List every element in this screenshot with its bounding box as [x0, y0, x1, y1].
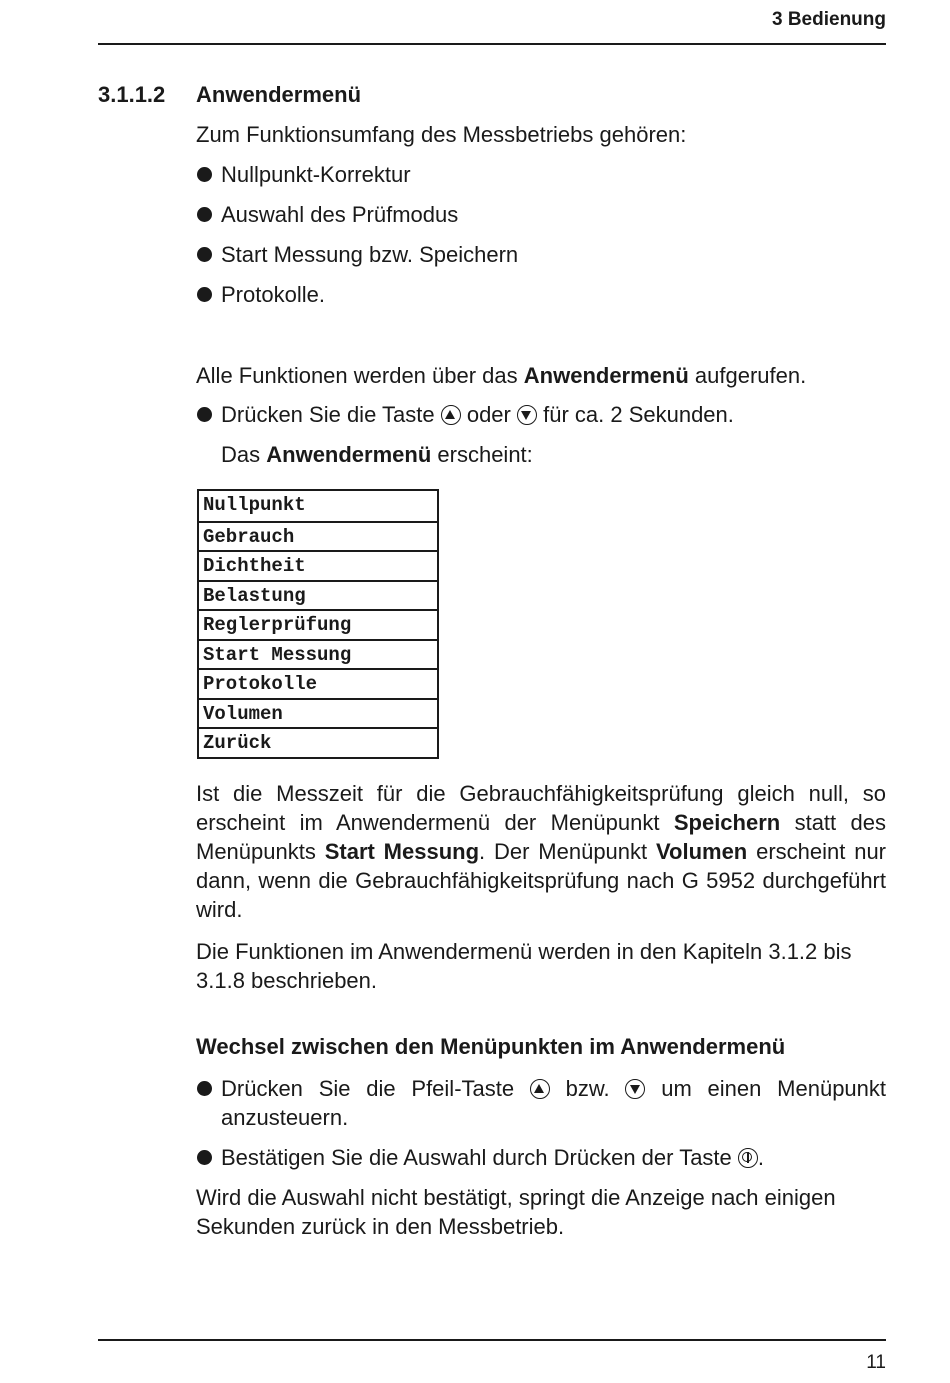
- arrow-up-key-icon: [441, 405, 461, 425]
- running-header: 3 Bedienung: [771, 9, 886, 30]
- menu-item-belastung: Belastung: [199, 580, 437, 610]
- footer-rule: [98, 1339, 886, 1341]
- arrow-down-key-icon: [625, 1079, 645, 1099]
- note-paragraph: Ist die Messzeit für die Gebrauchfähigkeitsprüfung gleich null, so erscheint im Anwendermenü der Menüpunkt Speichern statt des Menüpunkts Start Messung. Der Menüpunkt Volumen erscheint nur dann, wenn die Gebrauchfähigkeitsprüfung nach G 5952 durchgeführt wird.: [196, 781, 887, 922]
- navigation-heading: Wechsel zwischen den Menüpunkten im Anwendermenü: [196, 1034, 786, 1059]
- menu-item-zurueck: Zurück: [199, 727, 437, 757]
- menu-item-reglerpruefung: Reglerprüfung: [199, 609, 437, 639]
- section-number: 3.1.1.2: [98, 82, 166, 107]
- press-step: Drücken Sie die Taste oder für ca. 2 Sekunden.: [196, 400, 886, 429]
- access-text: Alle Funktionen werden über das Anwendermenü aufgerufen.: [196, 363, 807, 388]
- feature-item: Protokolle.: [196, 280, 886, 309]
- intro-text: Zum Funktionsumfang des Messbetriebs gehören:: [196, 122, 687, 147]
- menu-item-start-messung: Start Messung: [199, 639, 437, 669]
- menu-item-protokolle: Protokolle: [199, 668, 437, 698]
- confirm-step: Bestätigen Sie die Auswahl durch Drücken der Taste .: [196, 1143, 886, 1172]
- menu-item-nullpunkt: Nullpunkt: [203, 494, 306, 516]
- navigate-step: Drücken Sie die Pfeil-Taste bzw. um einen Menüpunkt anzusteuern.: [196, 1074, 886, 1132]
- menu-item-gebrauch: Gebrauch: [199, 521, 437, 551]
- menu-item-dichtheit: Dichtheit: [199, 550, 437, 580]
- header-rule: [98, 43, 886, 45]
- user-menu-display: [197, 489, 439, 759]
- page-number: 11: [866, 1352, 886, 1373]
- menu-appears-text: Das Anwendermenü erscheint:: [221, 442, 533, 467]
- chapters-reference: Die Funktionen im Anwendermenü werden in den Kapiteln 3.1.2 bis 3.1.8 beschrieben.: [196, 939, 852, 993]
- timeout-note: Wird die Auswahl nicht bestätigt, springt die Anzeige nach einigen Sekunden zurück in den Messbetrieb.: [196, 1185, 836, 1239]
- feature-item: Start Messung bzw. Speichern: [196, 240, 886, 269]
- menu-item-volumen: Volumen: [199, 698, 437, 728]
- section-title: Anwendermenü: [196, 82, 362, 107]
- arrow-down-key-icon: [517, 405, 537, 425]
- feature-item: Auswahl des Prüfmodus: [196, 200, 886, 229]
- arrow-up-key-icon: [530, 1079, 550, 1099]
- feature-item: Nullpunkt-Korrektur: [196, 160, 886, 189]
- power-ok-key-icon: [738, 1148, 758, 1168]
